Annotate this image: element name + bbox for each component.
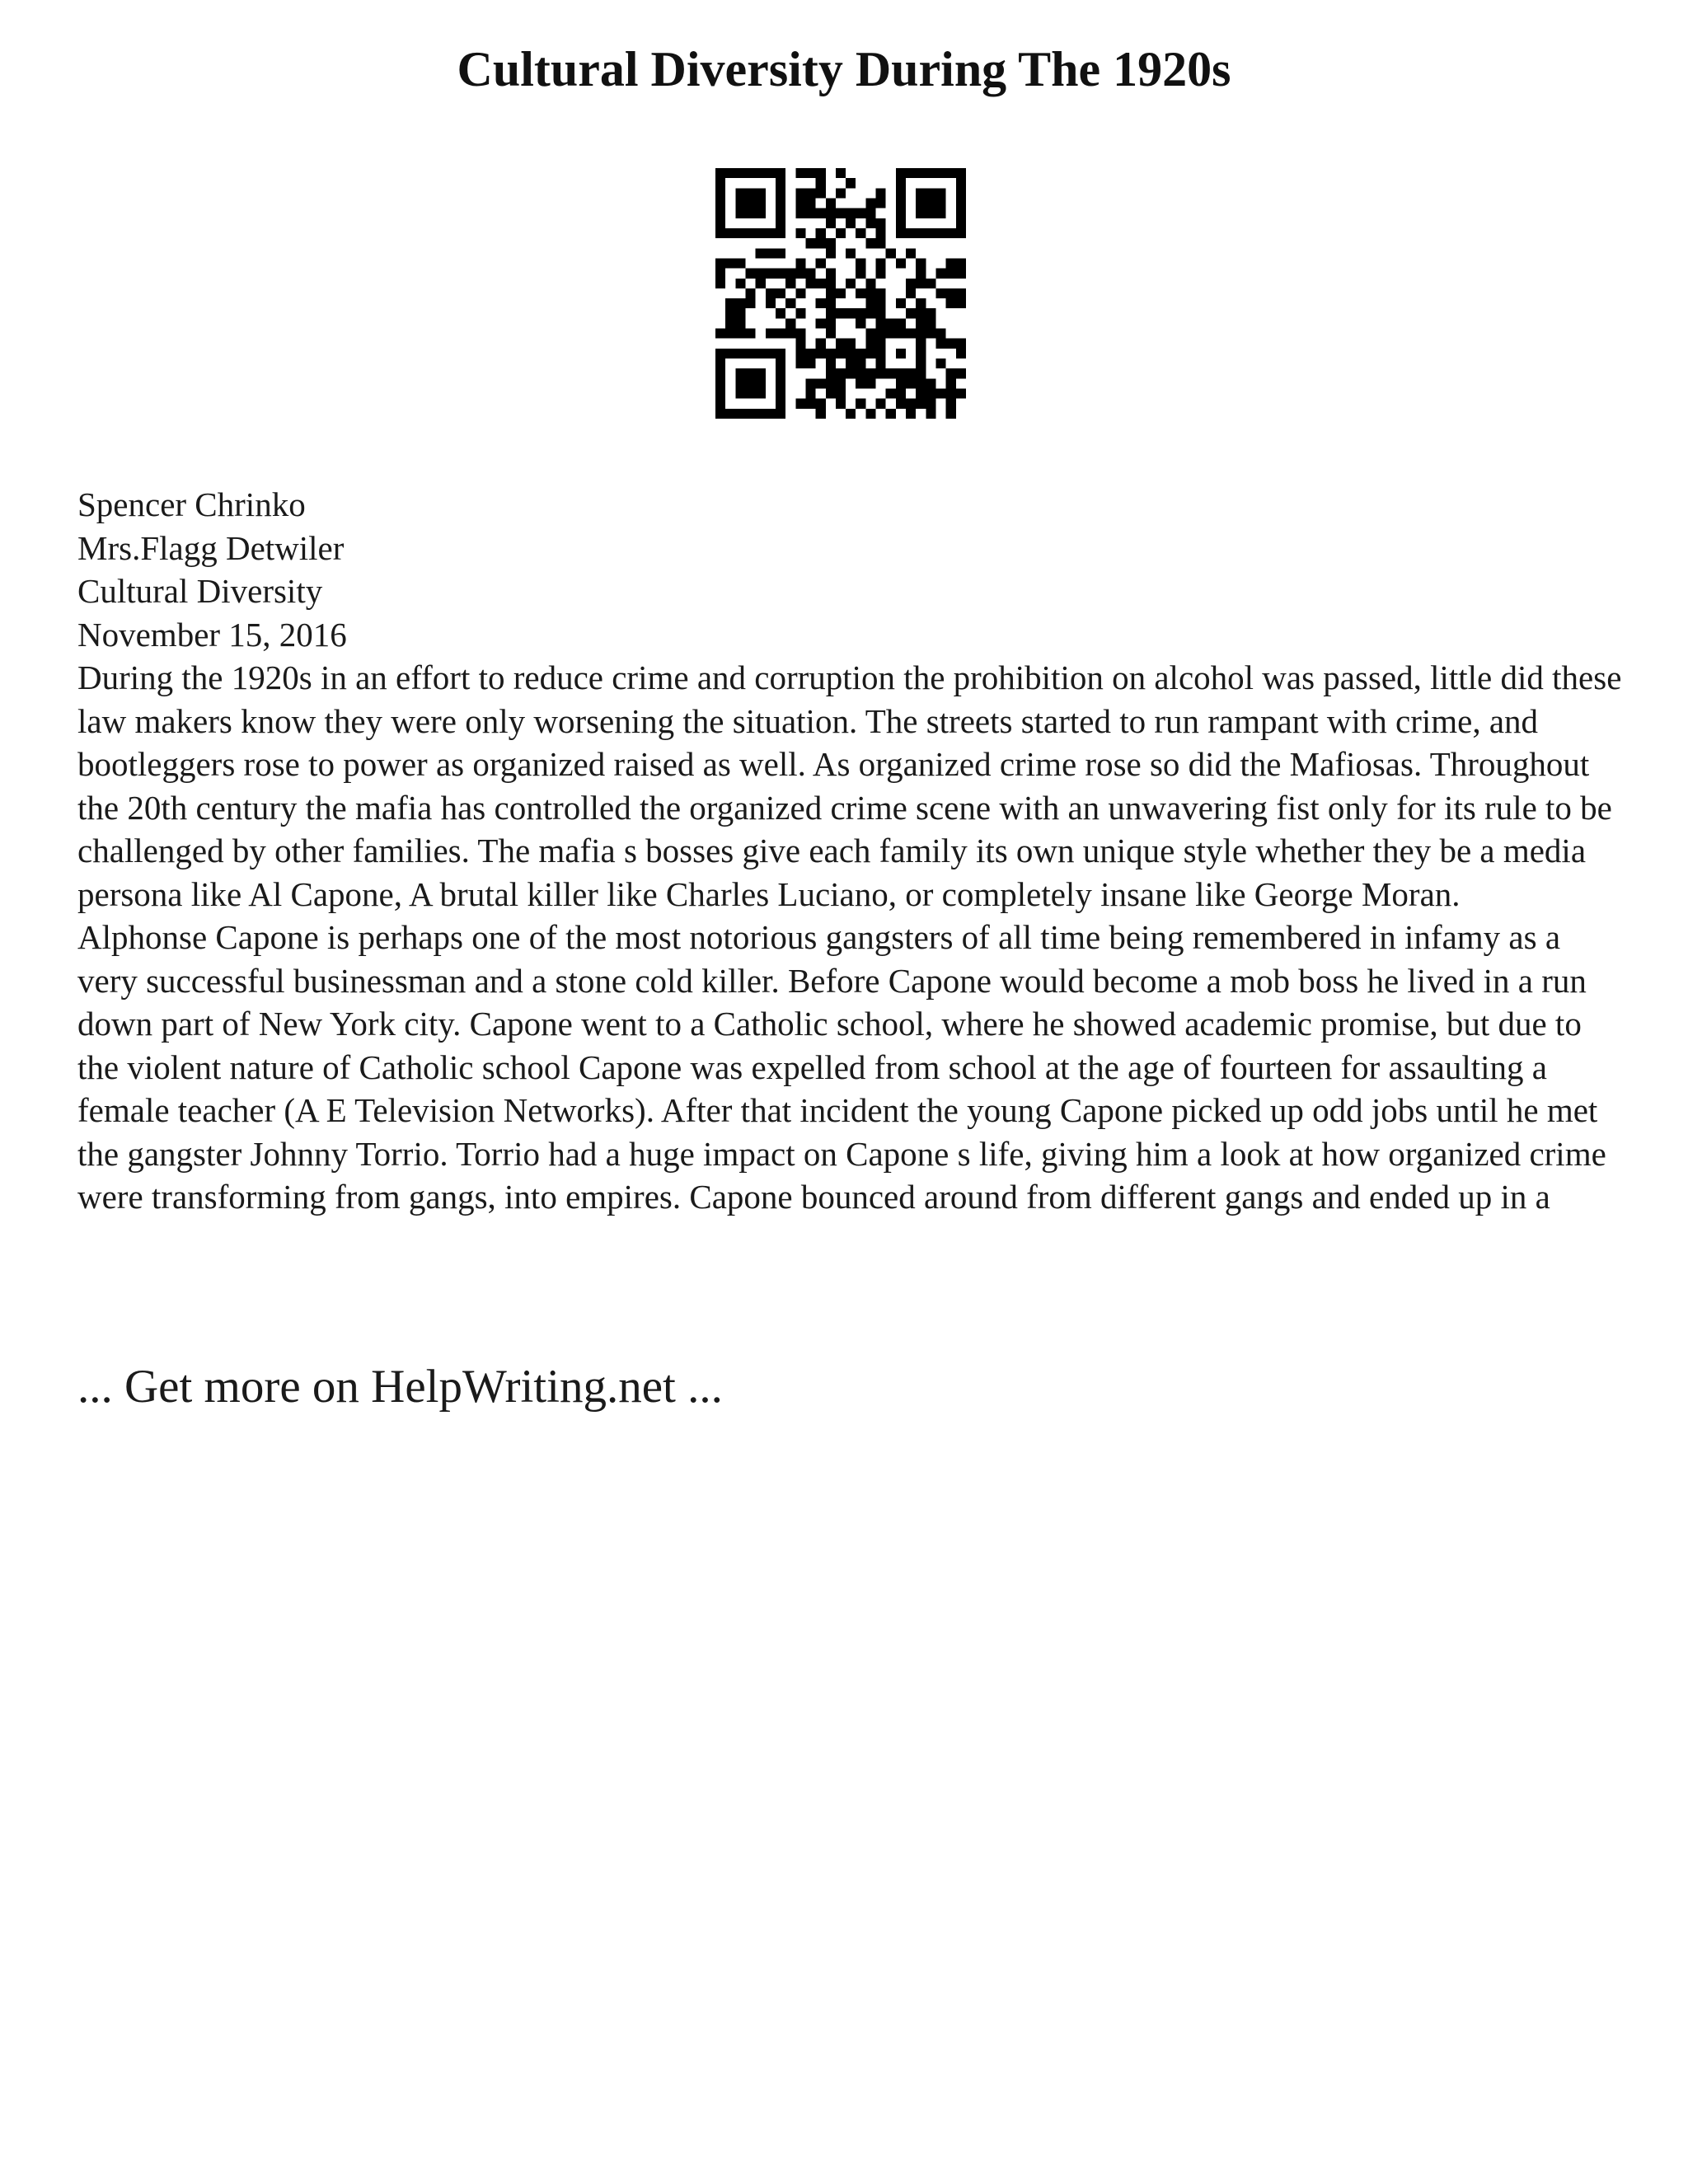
qr-code-icon[interactable] xyxy=(715,168,966,419)
document-title: Cultural Diversity During The 1920s xyxy=(457,42,1231,96)
paragraph: Alphonse Capone is perhaps one of the most notorious gangsters of all time being remembered in infamy as a very successful businessman and a stone cold killer. Before Capone would become a mob boss he lived in a run down part of New York city. Capone went to a Catholic school, where he showed academic promise, but due to the violent nature of Catholic school Capone was expelled from school at the age of fourteen for assaulting a female teacher (A E Television Networks). After that incident the young Capone picked up odd jobs until he met the gangster Johnny Torrio. Torrio had a huge impact on Capone s life, giving him a look at how organized crime were transforming from gangs, into empires. Capone bounced around from different gangs and ended up in a xyxy=(77,918,1606,1216)
document-date: November 15, 2016 xyxy=(77,615,347,654)
teacher-name: Mrs.Flagg Detwiler xyxy=(77,528,345,567)
paragraph: During the 1920s in an effort to reduce crime and corruption the prohibition on alcohol was passed, little did these law makers know they were only worsening the situation. The streets started to run rampant with crime, and bootleggers rose to power as organized raised as well. As organized crime rose so did the Mafiosas. Throughout the 20th century the mafia has controlled the organized crime scene with an unwavering fist only for its rule to be challenged by other families. The mafia s bosses give each family its own unique style whether they be a media persona like Al Capone, A brutal killer like Charles Luciano, or completely insane like George Moran. xyxy=(77,658,1622,913)
document-body xyxy=(77,483,1627,1219)
get-more-link[interactable]: ... Get more on HelpWriting.net ... xyxy=(77,1361,723,1413)
author-name: Spencer Chrinko xyxy=(77,485,306,523)
course-name: Cultural Diversity xyxy=(77,572,323,610)
